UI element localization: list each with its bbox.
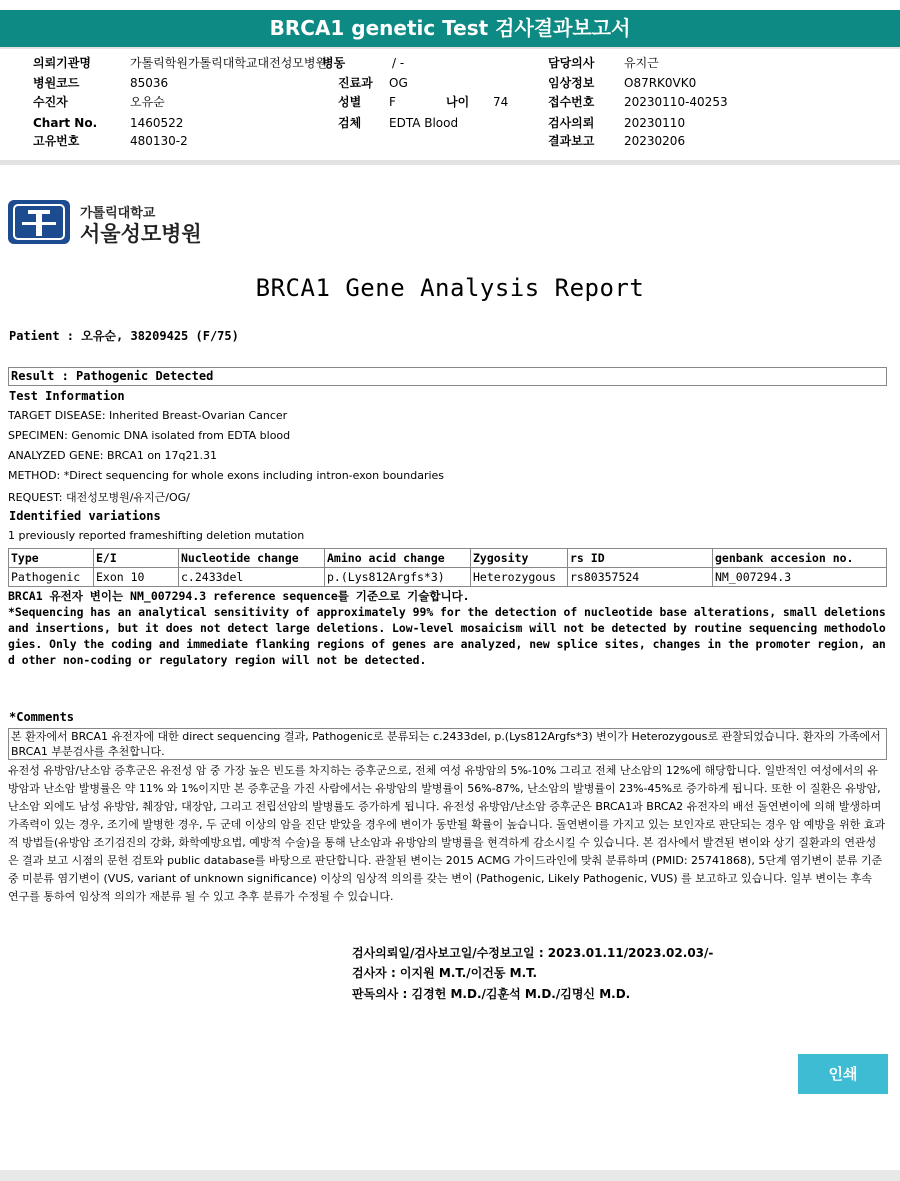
report-date-value: 20230206 xyxy=(624,134,686,148)
hospital-code-value: 85036 xyxy=(130,76,169,90)
info-row-1 xyxy=(0,54,900,72)
unique-label: 고유번호 xyxy=(33,134,80,148)
variation-table xyxy=(8,548,887,587)
request-org-label: 의뢰기관명 xyxy=(33,56,91,70)
reader-line: 판독의사 : 김경헌 M.D./김훈석 M.D./김명신 M.D. xyxy=(352,987,631,1001)
window-title: BRCA1 genetic Test 검사결과보고서 xyxy=(0,10,900,47)
ward-label: 병동 xyxy=(322,56,346,70)
receipt-value: 20230110-40253 xyxy=(624,95,728,109)
catholic-emblem-icon xyxy=(8,200,70,244)
hospital-code-label: 병원코드 xyxy=(33,76,80,90)
reference-note: BRCA1 유전자 변이는 NM_007294.3 reference sequence를 기준으로 기술합니다. xyxy=(8,589,470,603)
method-line: METHOD: *Direct sequencing for whole exons including intron-exon boundaries xyxy=(8,469,445,482)
table-row xyxy=(9,568,887,587)
col-header: Zygosity xyxy=(471,549,568,568)
request-date-value: 20230110 xyxy=(624,116,686,130)
age-value: 74 xyxy=(493,95,509,109)
doctor-value: 유지근 xyxy=(624,56,659,70)
comment-body: 유전성 유방암/난소암 증후군은 유전성 암 중 가장 높은 빈도를 차지하는 증후군으로, 전체 여성 유방암의 5%-10% 그리고 전체 난소암의 12%에 해당합니다. 일반적인 여성에서의 유방암과 난소암 발병률은 약 11% 와 1%이지만 본 증후군을 가진 사람에서는 유방암의 발병률이 56%-87%, 난소암의 발병률이 23%-45%로 증가하게 됩니다. 또한 이 질환은 유방암, 난소암 외에도 남성 유방암, 췌장암, 대장암, 그리고 전립선암의 발병률도 증가하게 됩니다. 유전성 유방암/난소암 증후군은 BRCA1과 BRCA2 유전자의 배선 돌연변이에 의해 발생하며 가족력이 있는 경우, 조기에 발병한 경우, 두 군데 이상의 암을 진단 받았을 경우에 변이가 동반될 확률이 높습니다. 돌연변이를 가지고 있는 보인자로 판단되는 경우 암 예방을 위한 효과적 방법들(유방암 조기검진의 강화, 화학예방요법, 예방적 수술)을 통해 난소암과 유방암의 발병률을 현격하게 감소시킬 수 있습니다. 본 검사에서 발견된 변이와 상기 질환과의 연관성은 결과 보고 시점의 문헌 검토와 public database를 바탕으로 판단합니다. 관찰된 변이는 2015 ACMG 가이드라인에 맞춰 분류하며 (PMID: 25741868), 5단계 염기변이 분류 기준 중 미분류 염기변이 (VUS, variant of unknown significance) 이상의 임상적 의의를 갖는 변이 (Pathogenic, Likely Pathogenic, VUS) 를 보고하고 있습니다. 일부 변이는 후속 연구를 통하여 임상적 의의가 재분류 될 수 있고 추후 분류가 수정될 수 있습니다. xyxy=(8,764,886,903)
patient-info-panel xyxy=(0,50,900,158)
report-date-label: 결과보고 xyxy=(548,134,595,148)
test-info-heading: Test Information xyxy=(9,389,125,403)
col-header: rs ID xyxy=(568,549,713,568)
table-cell: Pathogenic xyxy=(9,568,94,587)
info-row-4 xyxy=(0,114,900,132)
table-cell: p.(Lys812Argfs*3) xyxy=(325,568,471,587)
sensitivity-note: *Sequencing has an analytical sensitivity of approximately 99% for the detection of nucleotide base alterations, small deletions and insertions, but it does not detect large deletions. Low-level mosaicism will not be detected by routine sequencing methodologies. Only the coding and immediate flanking regions of genes are analyzed, new splice sites, changes in the promoter region, and other non-coding or regulatory region will not be detected. xyxy=(8,605,886,667)
receipt-label: 접수번호 xyxy=(548,95,595,109)
table-cell: rs80357524 xyxy=(568,568,713,587)
variations-heading: Identified variations xyxy=(9,509,161,523)
comment-box: 본 환자에서 BRCA1 유전자에 대한 direct sequencing 결과, Pathogenic로 분류되는 c.2433del, p.(Lys812Argfs*3) 변이가 Heterozygous로 관찰되었습니다. 환자의 가족에서 BRCA1 부분검사를 추천합니다. xyxy=(8,728,887,760)
specimen-label: 검체 xyxy=(338,116,362,130)
col-header: E/I xyxy=(94,549,179,568)
request-org-value: 가톨릭학원가톨릭대학교대전성모병원 xyxy=(130,56,328,70)
ward-value: / - xyxy=(392,56,405,70)
dept-label: 진료과 xyxy=(338,76,373,90)
print-button[interactable]: 인쇄 xyxy=(798,1054,888,1094)
specimen-value: EDTA Blood xyxy=(389,116,459,130)
col-header: genbank accesion no. xyxy=(713,549,887,568)
dept-value: OG xyxy=(389,76,408,90)
result-box: Result : Pathogenic Detected xyxy=(8,367,887,386)
age-label: 나이 xyxy=(446,95,470,109)
col-header: Amino acid change xyxy=(325,549,471,568)
title-shadow xyxy=(0,47,900,49)
request-line: REQUEST: 대전성모병원/유지근/OG/ xyxy=(8,491,190,504)
col-header: Type xyxy=(9,549,94,568)
target-disease: TARGET DISEASE: Inherited Breast-Ovarian Cancer xyxy=(8,409,288,422)
comments-heading: *Comments xyxy=(9,710,75,724)
sex-label: 성별 xyxy=(338,95,362,109)
clinical-label: 임상정보 xyxy=(548,76,595,90)
analyzed-gene: ANALYZED GENE: BRCA1 on 17q21.31 xyxy=(8,449,217,462)
info-row-2 xyxy=(0,74,900,92)
unique-value: 480130-2 xyxy=(130,134,188,148)
chart-value: 1460522 xyxy=(130,116,184,130)
table-cell: NM_007294.3 xyxy=(713,568,887,587)
table-cell: Heterozygous xyxy=(471,568,568,587)
hospital-logo xyxy=(8,200,208,248)
table-header-row xyxy=(9,549,887,568)
table-cell: Exon 10 xyxy=(94,568,179,587)
panel-divider xyxy=(0,160,900,165)
chart-label: Chart No. xyxy=(33,116,98,130)
clinical-value: O87RK0VK0 xyxy=(624,76,697,90)
patient-line: Patient : 오유순, 38209425 (F/75) xyxy=(9,329,239,343)
variations-summary: 1 previously reported frameshifting deletion mutation xyxy=(8,529,305,542)
specimen-line: SPECIMEN: Genomic DNA isolated from EDTA blood xyxy=(8,429,291,442)
doctor-label: 담당의사 xyxy=(548,56,595,70)
logo-hospital-text: 서울성모병원 xyxy=(80,222,202,246)
info-row-3 xyxy=(0,93,900,111)
col-header: Nucleotide change xyxy=(179,549,325,568)
logo-university-text: 가톨릭대학교 xyxy=(80,206,156,221)
bottom-strip xyxy=(0,1170,900,1181)
examinee-value: 오유순 xyxy=(130,95,165,109)
sex-value: F xyxy=(389,95,396,109)
report-title: BRCA1 Gene Analysis Report xyxy=(255,274,645,302)
info-row-5 xyxy=(0,132,900,150)
tester-line: 검사자 : 이지원 M.T./이건동 M.T. xyxy=(352,966,538,980)
examinee-label: 수진자 xyxy=(33,95,68,109)
table-cell: c.2433del xyxy=(179,568,325,587)
dates-line: 검사의뢰일/검사보고일/수정보고일 : 2023.01.11/2023.02.03/- xyxy=(352,946,714,960)
request-date-label: 검사의뢰 xyxy=(548,116,595,130)
